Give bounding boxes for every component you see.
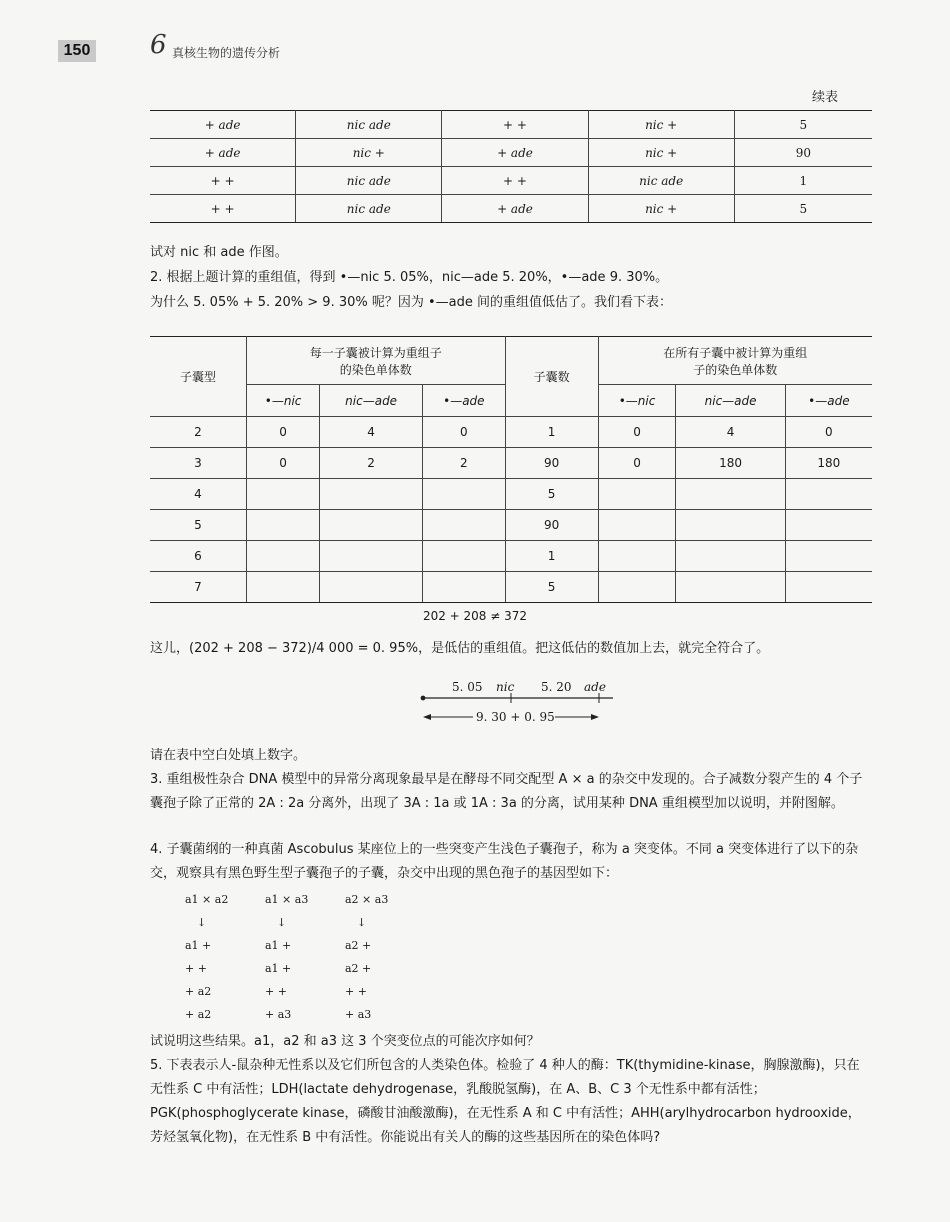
table-cell [785, 479, 872, 510]
cross-a2-a3 [345, 893, 388, 1031]
table-cell [423, 541, 506, 572]
table-cell: nic ade [296, 195, 442, 223]
table-cell: + + [442, 167, 588, 195]
table-row [150, 541, 872, 572]
table-cell: 1 [505, 541, 598, 572]
table-cell: 0 [785, 417, 872, 448]
table-row [150, 111, 872, 139]
table-cell [785, 541, 872, 572]
cross-genotype: + a3 [265, 1008, 292, 1021]
table-cell [247, 541, 320, 572]
table-cell: 6 [150, 541, 247, 572]
cross-genotype: a2 + [345, 939, 372, 952]
question-4-prompt: 试说明这些结果。a1，a2 和 a3 这 3 个突变位点的可能次序如何？ [150, 1034, 540, 1049]
map-total-distance: 9. 30 + 0. 95 [476, 710, 555, 724]
cross-title: a1 × a3 [265, 893, 309, 906]
header-ascus-count: 子囊数 [505, 337, 598, 417]
table-cell: 180 [676, 448, 785, 479]
table-cell [785, 572, 872, 603]
cross-results-table [150, 110, 872, 223]
cross-genotype: a1 + [185, 939, 212, 952]
cross-genotype: + a2 [185, 1008, 212, 1021]
centromere-dot [421, 696, 426, 701]
table-cell: 0 [598, 448, 676, 479]
table-cell [598, 510, 676, 541]
table-cell: 2 [423, 448, 506, 479]
inequality: 202 + 208 ≠ 372 [422, 609, 528, 623]
table-row [150, 572, 872, 603]
table-cell [676, 572, 785, 603]
table-cell: + + [442, 111, 588, 139]
table-cell [598, 572, 676, 603]
map-gene-ade: ade [584, 680, 606, 694]
page-number: 150 [58, 40, 96, 62]
cross-genotype: + + [265, 985, 287, 998]
cross-genotype: a1 + [265, 939, 292, 952]
table-row [150, 448, 872, 479]
table-cell: + ade [442, 139, 588, 167]
table-cell: + ade [150, 111, 296, 139]
table-cell [320, 541, 423, 572]
cross-genotype: a2 + [345, 962, 372, 975]
cross-title: a2 × a3 [345, 893, 389, 906]
table-cell: nic ade [296, 111, 442, 139]
subheader-cell: nic—ade [320, 385, 423, 417]
header-ascus-type: 子囊型 [150, 337, 247, 417]
table-cell: nic ade [296, 167, 442, 195]
header-per-ascus: 每一子囊被计算为重组子的染色单体数 [247, 337, 506, 385]
table-cell: 4 [150, 479, 247, 510]
table-cell: 5 [734, 195, 872, 223]
table-row [150, 195, 872, 223]
fill-blank-instruction: 请在表中空白处填上数字。 [150, 748, 307, 763]
table-cell: 1 [734, 167, 872, 195]
table-cell: 5 [150, 510, 247, 541]
table-row [150, 167, 872, 195]
table-cell [247, 572, 320, 603]
table-cell: + + [150, 167, 296, 195]
cross-genotype: + a2 [185, 985, 212, 998]
cross-genotype: + a3 [345, 1008, 372, 1021]
table-cell: 0 [598, 417, 676, 448]
table-cell: 2 [150, 417, 247, 448]
table-cell [598, 541, 676, 572]
map-distance-1: 5. 05 [452, 680, 483, 694]
table-cell: 3 [150, 448, 247, 479]
table-cell [785, 510, 872, 541]
question-4: 4. 子囊菌纲的一种真菌 Ascobulus 某座位上的一些突变产生浅色子囊孢子，称为 a 突变体。不同 a 突变体进行了以下的杂交，观察具有黑色野生型子囊孢子的子囊，杂交中出现的黑色孢子的基因型如下： [150, 842, 859, 881]
cross-a1-a3 [265, 893, 308, 1031]
table-row [150, 479, 872, 510]
header-all-asci: 在所有子囊中被计算为重组子的染色单体数 [598, 337, 872, 385]
table-cell [676, 541, 785, 572]
question-5: 5. 下表表示人-鼠杂种无性系以及它们所包含的人类染色体。检验了 4 种人的酶：TK(thymidine-kinase，胸腺激酶)，只在无性系 C 中有活性；LDH(lactate dehydrogenase，乳酸脱氢酶)，在 A、B、C 3 个无性系中都有活性；PGK(phosphoglycerate kinase，磷酸甘油酸激酶)，在无性系 A 和 C 中有活性；AHH(arylhydrocarbon hydrooxide，芳烃氢氧化物)，在无性系 B 中有活性。你能说出有关人的酶的这些基因所在的染色体吗? [150, 1058, 861, 1145]
table-row [150, 139, 872, 167]
table-cell: 4 [676, 417, 785, 448]
table-cell [247, 510, 320, 541]
subheader-cell: •—ade [785, 385, 872, 417]
subheader-cell: •—nic [247, 385, 320, 417]
table-cell: 0 [423, 417, 506, 448]
subheader-cell: nic—ade [676, 385, 785, 417]
table-cell: 90 [505, 448, 598, 479]
table-cell: nic + [588, 139, 734, 167]
arrowhead-right [591, 714, 599, 720]
continued-label: 续表 [812, 90, 839, 105]
table-cell: 2 [320, 448, 423, 479]
table-cell: nic ade [588, 167, 734, 195]
table-cell [320, 572, 423, 603]
table-cell: 90 [505, 510, 598, 541]
table-cell: nic + [588, 111, 734, 139]
down-arrow-icon: ↓ [357, 916, 367, 929]
map-distance-2: 5. 20 [541, 680, 572, 694]
table-cell: 1 [505, 417, 598, 448]
table-cell: nic + [296, 139, 442, 167]
table-row [150, 510, 872, 541]
explanation-paragraph: 这儿，(202 + 208 − 372)/4 000 = 0. 95%，是低估的重组值。把这低估的数值加上去，就完全符合了。 [150, 641, 770, 656]
table-cell [423, 510, 506, 541]
subheader-cell: •—nic [598, 385, 676, 417]
table-cell: 0 [247, 448, 320, 479]
table-cell: nic + [588, 195, 734, 223]
table-cell: 5 [734, 111, 872, 139]
cross-genotype: + + [345, 985, 367, 998]
table-cell [423, 479, 506, 510]
table-cell: + + [150, 195, 296, 223]
cross-title: a1 × a2 [185, 893, 229, 906]
question-3: 3. 重组极性杂合 DNA 模型中的异常分离现象最早是在酵母不同交配型 A × a 的杂交中发现的。合子减数分裂产生的 4 个子囊孢子除了正常的 2A : 2a 分离外，出现了 3A : 1a 或 1A : 3a 的分离，试用某种 DNA 重组模型加以说明，并附图解。 [150, 772, 863, 811]
table-cell: 0 [247, 417, 320, 448]
down-arrow-icon: ↓ [277, 916, 287, 929]
arrowhead-left [423, 714, 431, 720]
table-cell: 90 [734, 139, 872, 167]
cross-genotype: a1 + [265, 962, 292, 975]
table-cell: 180 [785, 448, 872, 479]
chapter-title: 真核生物的遗传分析 [172, 46, 281, 60]
table-cell [320, 479, 423, 510]
cross-genotype: + + [185, 962, 207, 975]
subheader-cell: •—ade [423, 385, 506, 417]
table-cell [676, 510, 785, 541]
chapter-number: 6 [150, 30, 167, 60]
table-cell: + ade [150, 139, 296, 167]
map-gene-nic: nic [496, 680, 515, 694]
table-cell: 5 [505, 572, 598, 603]
table-row [150, 417, 872, 448]
table-cell [598, 479, 676, 510]
table-cell [423, 572, 506, 603]
table-cell: 5 [505, 479, 598, 510]
recombinant-count-table [150, 336, 872, 603]
table-cell [676, 479, 785, 510]
paragraph-map-instruction: 试对 nic 和 ade 作图。 [150, 245, 288, 260]
question-2-why: 为什么 5. 05% + 5. 20% > 9. 30% 呢？因为 •—ade 间的重组值低估了。我们看下表： [150, 295, 673, 310]
table-cell [247, 479, 320, 510]
down-arrow-icon: ↓ [197, 916, 207, 929]
cross-a1-a2 [185, 893, 228, 1031]
table-cell: 7 [150, 572, 247, 603]
table-cell: + ade [442, 195, 588, 223]
table-cell [320, 510, 423, 541]
table-cell: 4 [320, 417, 423, 448]
question-2: 2. 根据上题计算的重组值，得到 •—nic 5. 05%，nic—ade 5. 20%，•—ade 9. 30%。 [150, 270, 669, 285]
